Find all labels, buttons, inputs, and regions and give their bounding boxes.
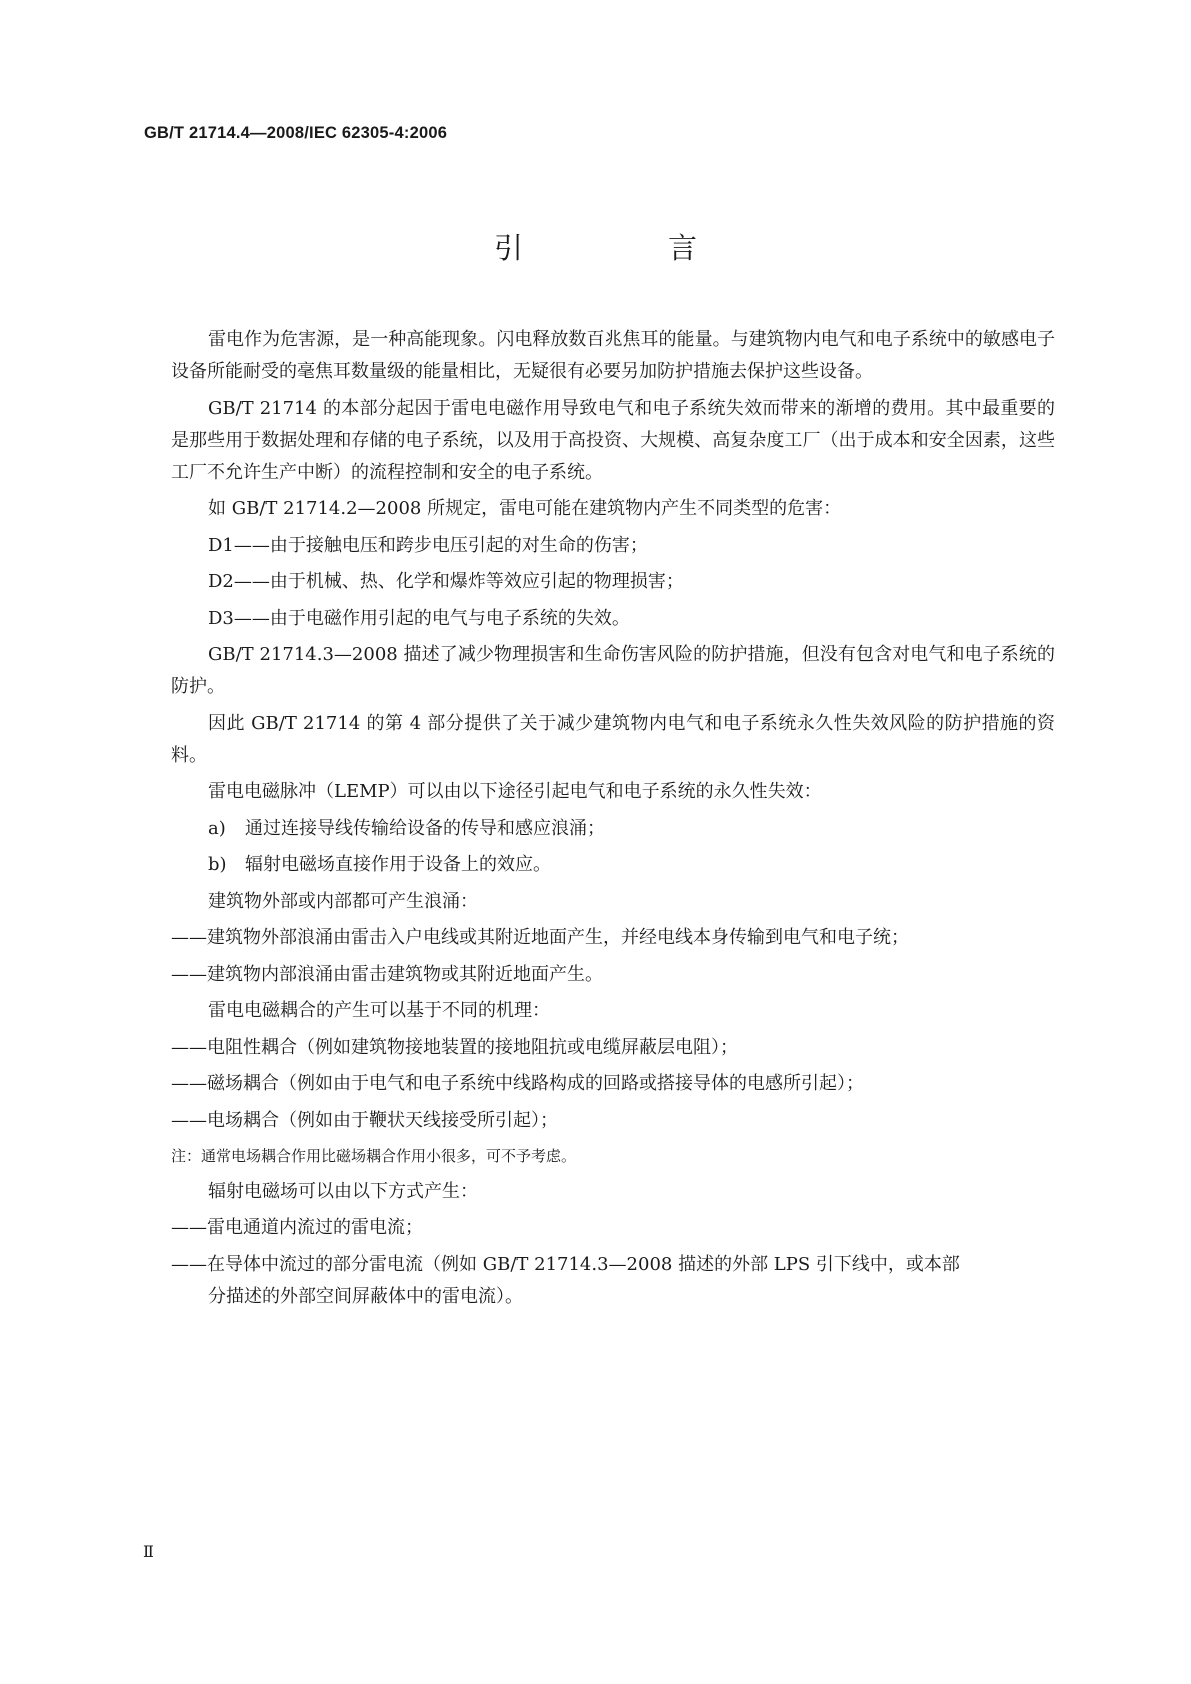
list-item-d1: D1——由于接触电压和跨步电压引起的对生命的伤害； — [208, 534, 648, 556]
list-item-d3: D3——由于电磁作用引起的电气与电子系统的失效。 — [208, 607, 630, 629]
dash-item-surge-external: ——建筑物外部浪涌由雷击入户电线或其附近地面产生，并经电线本身传输到电气和电子统； — [171, 927, 909, 948]
dash-item-resistive: ——电阻性耦合（例如建筑物接地装置的接地阻抗或电缆屏蔽层电阻）； — [171, 1036, 738, 1058]
list-item-a — [171, 813, 1055, 845]
paragraph-lemp: 雷电电磁脉冲（LEMP）可以由以下途径引起电气和电子系统的永久性失效： — [208, 781, 822, 802]
dash-item-partial-current-line1: ——在导体中流过的部分雷电流（例如 GB/T 21714.3—2008 描述的外部 LPS 引下线中，或本部 — [171, 1253, 960, 1275]
list-text-a: 通过连接导线传输给设备的传导和感应浪涌； — [245, 817, 605, 839]
list-label-a: a) — [208, 817, 226, 839]
paragraph-coupling: 雷电电磁耦合的产生可以基于不同的机理： — [208, 1000, 550, 1021]
page-title: 引 言 — [493, 231, 755, 265]
paragraph-part3: GB/T 21714.3—2008 描述了减少物理损害和生命伤害风险的防护措施，但没有包含对电气和电子系统的防护。 — [171, 644, 1055, 697]
list-item-d2: D2——由于机械、热、化学和爆炸等效应引起的物理损害； — [208, 571, 684, 592]
dash-item-surge-internal: ——建筑物内部浪涌由雷击建筑物或其附近地面产生。 — [171, 963, 603, 985]
note: 注：通常电场耦合作用比磁场耦合作用小很多，可不予考虑。 — [171, 1147, 577, 1165]
paragraph-damage-types: 如 GB/T 21714.2—2008 所规定，雷电可能在建筑物内产生不同类型的危害： — [208, 498, 842, 519]
dash-item-partial-current-line2: 分描述的外部空间屏蔽体中的雷电流）。 — [208, 1285, 523, 1307]
dash-item-channel-current: ——雷电通道内流过的雷电流； — [171, 1217, 423, 1238]
paragraph-surges: 建筑物外部或内部都可产生浪涌： — [208, 890, 478, 912]
paragraph-scope: GB/T 21714 的本部分起因于雷电电磁作用导致电气和电子系统失效而带来的渐增的费用。其中最重要的是那些用于数据处理和存储的电子系统，以及用于高投资、大规模、高复杂度工厂（出于成本和安全因素，这些工厂不允许生产中断）的流程控制和安全的电子系统。 — [171, 397, 1055, 483]
page-number: Ⅱ — [143, 1542, 154, 1561]
dash-item-partial-current — [171, 1249, 1055, 1313]
paragraph-radiation: 辐射电磁场可以由以下方式产生： — [208, 1180, 478, 1202]
list-item-b — [171, 849, 1055, 881]
paragraph-intro: 雷电作为危害源，是一种高能现象。闪电释放数百兆焦耳的能量。与建筑物内电气和电子系统中的敏感电子设备所能耐受的毫焦耳数量级的能量相比，无疑很有必要另加防护措施去保护这些设备。 — [171, 329, 1055, 382]
list-text-b: 辐射电磁场直接作用于设备上的效应。 — [245, 854, 551, 875]
standard-header: GB/T 21714.4—2008/IEC 62305-4:2006 — [144, 124, 448, 142]
body-text — [171, 324, 1055, 1317]
list-label-b: b) — [208, 854, 227, 875]
paragraph-part4: 因此 GB/T 21714 的第 4 部分提供了关于减少建筑物内电气和电子系统永久性失效风险的防护措施的资料。 — [171, 712, 1055, 766]
dash-item-magnetic: ——磁场耦合（例如由于电气和电子系统中线路构成的回路或搭接导体的电感所引起）； — [171, 1073, 864, 1094]
dash-item-electric: ——电场耦合（例如由于鞭状天线接受所引起）； — [171, 1109, 558, 1131]
